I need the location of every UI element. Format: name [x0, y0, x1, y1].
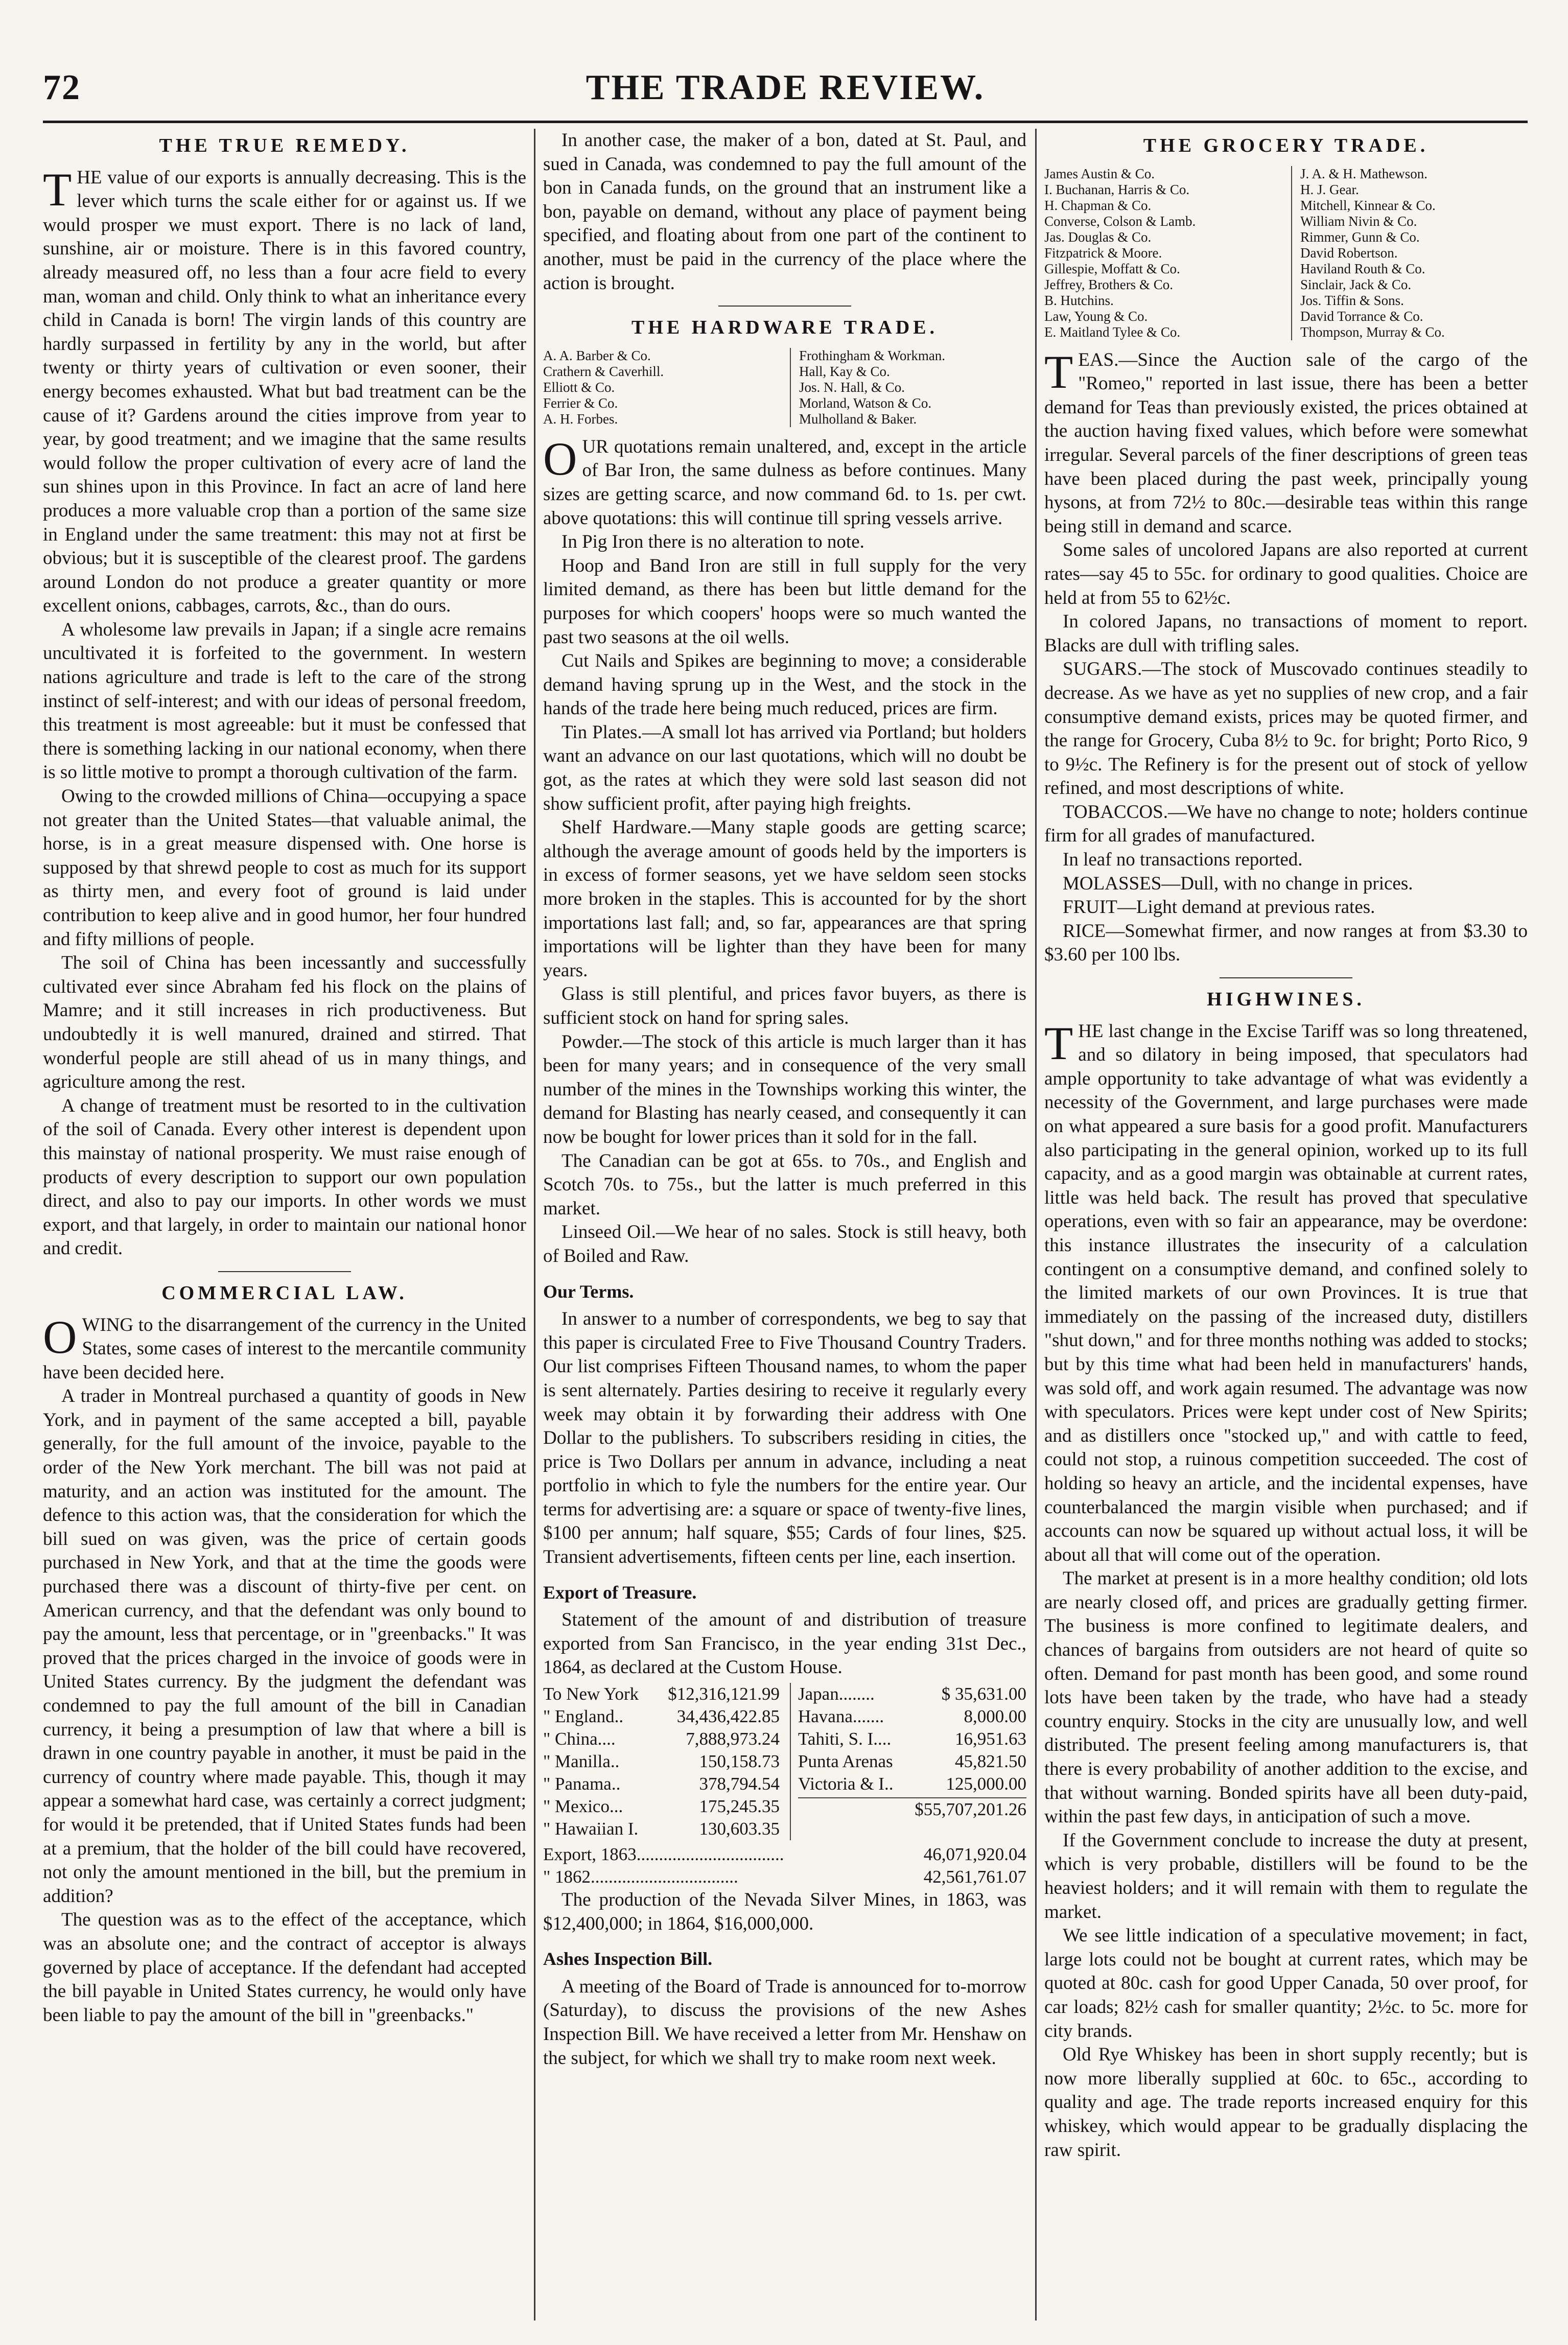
firm-list-right: [1291, 166, 1528, 340]
amount: 7,888,973.24: [686, 1729, 780, 1749]
export-amount: 46,071,920.04: [923, 1844, 1026, 1865]
firm-name: H. J. Gear.: [1300, 181, 1359, 197]
paragraph: Old Rye Whiskey has been in short supply recently; but is now more liberally supplied at 60c. to 65c., according to quality and age. The trade reports increased enquiry for this whiskey, which would appear to be gradually displacing the raw spirit.: [1044, 2044, 1528, 2161]
paragraph: Powder.—The stock of this article is much larger than it has been for many years; and in consequence of the very small number of the mines in the Townships working this winter, the demand for Blasting has nearly ceased, and consequently it can now be bought for lower prices than it sold for in the fall.: [543, 1031, 1026, 1147]
paragraph: THE value of our exports is annually decreasing. This is the lever which turns the scale either for or against us. If we would prosper we must export. There is no lack of land, sunshine, air or moisture. There is in this favored country, already measured off, no less than a four acre field to every man, woman and child. Only think to what an inheritance every child in Canada is born! The virgin lands of this country are hardly surpassed in fertility by any in the world, but after twenty or thirty years of cultivation or even sooner, their energy becomes exhausted. What but bad treatment can be the cause of it? Gardens around the cities improve from year to year, by good treatment; and we imagine that the same results would follow the proper cultivation of every acre of land the sun shines upon in this Province. In fact an acre of land here produces a more valuable crop than a portion of the same size in England under the same treatment: this may not at first be obvious; but it is susceptible of the clearest proof. The gardens around London do not produce a greater quantity or more excellent onions, cabbages, carrots, &c., than do ours.: [43, 163, 526, 617]
paragraph: OWING to the disarrangement of the currency in the United States, some cases of interest to the mercantile community have been decided here.: [43, 1310, 526, 1383]
paragraph: RICE—Somewhat firmer, and now ranges at from $3.30 to $3.60 per 100 lbs.: [1044, 920, 1528, 966]
paragraph: MOLASSES—Dull, with no change in prices.: [1063, 873, 1413, 894]
firm-name: H. Chapman & Co.: [1044, 197, 1152, 213]
amount: 175,245.35: [699, 1796, 780, 1817]
table-row: [798, 1750, 1026, 1773]
paragraph: THE last change in the Excise Tariff was so long threatened, and so dilatory in being imposed, that speculators had ample opportunity to take advantage of what was evidently a necessity of the Government, and large purchases were made on what appeared a sure basis for a good profit. Manufacturers also participating in the general opinion, worked up to its full capacity, and as a good margin was obtainable at current rates, little was held back. The result has proved that speculative operations, even with so fair an appearance, may be overdone: this instance illustrates the insecurity of a calculation contingent on a consumptive demand, and confined solely to the limited markets of our own Provinces. It is true that immediately on the passing of the increased duty, distillers "shut down," and for three months nothing was added to stocks; but by this time what had been held in manufacturers' hands, was sold off, and work again resumed. The advantage was now with speculators. Prices were kept under cost of New Spirits; and as distillers once "stocked up," and with cattle to feed, could not stop, a ruinous competition succeeded. The cost of holding so heavy an article, and the incidental expenses, have counterbalanced the margin visible when purchased; and if accounts can now be squared up without actual loss, it will be about all that will come out of the operation.: [1044, 1017, 1528, 1565]
page-header: [43, 64, 1528, 115]
column-rule: [1035, 129, 1037, 2320]
firm-name: Sinclair, Jack & Co.: [1300, 276, 1412, 292]
destination: " Mexico...: [543, 1796, 623, 1817]
page-number: 72: [43, 68, 81, 107]
firm-name: James Austin & Co.: [1044, 166, 1155, 181]
section-separator: [218, 1271, 351, 1272]
masthead-title: THE TRADE REVIEW.: [586, 68, 985, 107]
export-label: Export, 1863.................................: [543, 1844, 784, 1865]
paragraph: In another case, the maker of a bon, dated at St. Paul, and sued in Canada, was condemned to pay the full amount of the bon in Canada funds, on the ground that an instrument like a bon, payable on demand, without any place of payment being specified, and floating about from one part of the continent to another, must be paid in the currency of the place where the action is brought.: [543, 130, 1026, 294]
destination: " England..: [543, 1706, 624, 1727]
destination: " China....: [543, 1729, 616, 1749]
paragraph: Shelf Hardware.—Many staple goods are getting scarce; although the average amount of goods held by the importers is in excess of former seasons, yet we have seldom seen stocks more broken in the staples. This is accounted for by the short importations last fall; and, so far, appearances are that spring importations will be lighter than they have been for many years.: [543, 817, 1026, 981]
amount: $ 35,631.00: [941, 1684, 1026, 1704]
firm-name: Morland, Watson & Co.: [799, 395, 932, 411]
table-row: [798, 1683, 1026, 1705]
firm-name: Converse, Colson & Lamb.: [1044, 213, 1196, 229]
firm-list: [1044, 166, 1528, 340]
firm-name: J. A. & H. Mathewson.: [1300, 166, 1427, 181]
destination: To New York: [543, 1684, 639, 1704]
firm-list-left: [1044, 166, 1281, 340]
firm-name: Crathern & Caverhill.: [543, 363, 664, 379]
firm-name: Rimmer, Gunn & Co.: [1300, 229, 1420, 245]
firm-name: I. Buchanan, Harris & Co.: [1044, 181, 1190, 197]
destination: Havana.......: [798, 1706, 884, 1727]
firm-name: Mitchell, Kinnear & Co.: [1300, 197, 1436, 213]
amount: 378,794.54: [699, 1774, 780, 1794]
firm-name: Fitzpatrick & Moore.: [1044, 245, 1162, 261]
firm-name: Ferrier & Co.: [543, 395, 618, 411]
paragraph: Glass is still plentiful, and prices favor buyers, as there is sufficient stock on hand for spring sales.: [543, 983, 1026, 1028]
table-row: [543, 1728, 780, 1750]
table-row: [543, 1705, 780, 1728]
paragraph: In colored Japans, no transactions of moment to report. Blacks are dull with trifling sales.: [1044, 611, 1528, 656]
paragraph: Some sales of uncolored Japans are also reported at current rates—say 45 to 55c. for ordinary to good qualities. Choice are held at from 55 to 62½c.: [1044, 540, 1528, 608]
paragraph: We see little indication of a speculative movement; in fact, large lots could not be bought at current rates, which may be quoted at 80c. cash for good Upper Canada, 50 over proof, for car loads; 82½ cash for smaller quantity; 2½c. to 5c. more for city brands.: [1044, 1925, 1528, 2042]
amount: $12,316,121.99: [668, 1684, 780, 1704]
paragraph: The production of the Nevada Silver Mines, in 1863, was $12,400,000; in 1864, $16,000,000.: [543, 1889, 1026, 1934]
table-row: [543, 1818, 780, 1840]
amount: 125,000.00: [946, 1774, 1026, 1794]
firm-name: A. H. Forbes.: [543, 411, 618, 427]
firm-name: William Nivin & Co.: [1300, 213, 1417, 229]
paragraph: TOBACCOS.—We have no change to note; holders continue firm for all grades of manufactured.: [1044, 801, 1528, 847]
firm-name: Hall, Kay & Co.: [799, 363, 890, 379]
firm-list-right: [790, 348, 1026, 427]
firm-name: E. Maitland Tylee & Co.: [1044, 324, 1181, 340]
paragraph: Hoop and Band Iron are still in full supply for the very limited demand, as there has been but little demand for the purposes for which coopers' hoops were so much wanted the past two seasons at the oil wells.: [543, 555, 1026, 648]
destination: Tahiti, S. I....: [798, 1729, 892, 1749]
column-rule: [534, 129, 535, 2320]
table-row: [798, 1705, 1026, 1728]
firm-name: B. Hutchins.: [1044, 292, 1114, 308]
table-row: [798, 1773, 1026, 1795]
paragraph: SUGARS.—The stock of Muscovado continues steadily to decrease. As we have as yet no supplies of new crop, and a fair consumptive demand exists, prices may be quoted firmer, and the range for Grocery, Cuba 8½ to 9c. for bright; Porto Rico, 9 to 9½c. The Refinery is for the present out of stock of yellow refined, and most descriptions of white.: [1044, 659, 1528, 799]
table-row: [543, 1750, 780, 1773]
table-row: [798, 1728, 1026, 1750]
amount: 130,603.35: [699, 1819, 780, 1839]
section-separator: [718, 306, 851, 307]
paragraph: In Pig Iron there is no alteration to note.: [561, 531, 864, 553]
firm-name: Thompson, Murray & Co.: [1300, 324, 1445, 340]
column-1: [43, 129, 526, 2320]
export-label: " 1862.................................: [543, 1867, 738, 1887]
firm-name: Jas. Douglas & Co.: [1044, 229, 1152, 245]
column-2: [543, 129, 1026, 2320]
table-row: [543, 1773, 780, 1795]
paragraph: FRUIT—Light demand at previous rates.: [1063, 897, 1375, 918]
paragraph: OUR quotations remain unaltered, and, except in the article of Bar Iron, the same dulness as before continues. Many sizes are getting scarce, and now command 6d. to 1s. per cwt. above quotations: this will continue till spring vessels arrive.: [543, 432, 1026, 529]
firm-list: [543, 348, 1026, 427]
treasure-table: [543, 1683, 1026, 1840]
firm-name: A. A. Barber & Co.: [543, 347, 651, 363]
firm-name: David Robertson.: [1300, 245, 1398, 261]
destination: " Hawaiian I.: [543, 1819, 639, 1839]
firm-name: Gillespie, Moffatt & Co.: [1044, 261, 1180, 276]
paragraph: Cut Nails and Spikes are beginning to move; a considerable demand having sprung up in the West, and the stock in the hands of the trade here being much reduced, prices are firm.: [543, 650, 1026, 719]
treasure-total: $55,707,201.26: [798, 1797, 1026, 1821]
amount: 34,436,422.85: [676, 1706, 780, 1727]
destination: " Manilla..: [543, 1751, 620, 1772]
firm-name: Jos. Tiffin & Sons.: [1300, 292, 1404, 308]
paragraph: Statement of the amount of and distribution of treasure exported from San Francisco, in the year ending 31st Dec., 1864, as declared at the Custom House.: [543, 1609, 1026, 1678]
paragraph: If the Government conclude to increase the duty at present, which is very probable, distillers will be found to be the heaviest holders; and it will remain with them to regulate the market.: [1044, 1830, 1528, 1922]
paragraph: The soil of China has been incessantly and successfully cultivated ever since Abraham fed his flock on the plains of Mamre; and it still increases in rich productiveness. But undoubtedly it is well manured, drained and stirred. That wonderful people are still ahead of us in many things, and agriculture among the rest.: [43, 952, 526, 1093]
amount: 16,951.63: [955, 1729, 1026, 1749]
firm-name: Jos. N. Hall, & Co.: [799, 379, 905, 395]
destination: Japan........: [798, 1684, 875, 1704]
treasure-left: [543, 1683, 780, 1840]
table-row: [543, 1795, 780, 1818]
paragraph: The Canadian can be got at 65s. to 70s., and English and Scotch 70s. to 75s., but the latter is much preferred in this market.: [543, 1150, 1026, 1219]
paragraph: A change of treatment must be resorted to in the cultivation of the soil of Canada. Every other interest is dependent upon this mainstay of national prosperity. We must raise enough of products of every description to support our own population direct, and also to pay our imports. In other words we must export, and that largely, in order to maintain our national honor and credit.: [43, 1095, 526, 1259]
firm-name: Haviland Routh & Co.: [1300, 261, 1425, 276]
article-title-hardware-trade: THE HARDWARE TRADE.: [631, 317, 938, 339]
firm-name: David Torrance & Co.: [1300, 308, 1423, 324]
paragraph: A trader in Montreal purchased a quantity of goods in New York, and in payment of the same accepted a bill, payable generally, for the full amount of the invoice, payable to the order of the New York merchant. The bill was not paid at maturity, and an action was instituted for the amount. The defence to this action was, that the consideration for which the bill sued on was given, was the price of certain goods purchased in New York, and that at the time the goods were purchased there was a discount of thirty-five per cent. on American currency, and that the defendant was only bound to pay the amount, less that percentage, or in "greenbacks." It was proved that the prices charged in the invoice of goods were in United States currency. By the judgment the defendant was condemned to pay the full amount of the bill in Canadian currency, it being a presumption of law that where a bill is drawn in one country payable in another, it must be paid in the currency of country where made payable. This, though it may appear a somewhat hard case, was certainly a correct judgment; for would it be pretended, that if United States funds had been at a premium, that the holder of the bill could have recovered, not only the amount mentioned in the bill, but the premium in addition?: [43, 1386, 526, 1907]
amount: 45,821.50: [955, 1751, 1026, 1772]
firm-name: Mulholland & Baker.: [799, 411, 917, 427]
paragraph: The market at present is in a more healthy condition; old lots are nearly closed off, and prices are gradually getting firmer. The business is more confined to legitimate dealers, and chances of bargains from outsiders are not heard of quite so often. Demand for past month has been good, and some round lots have been taken by the trade, who have had a steady country enquiry. Stocks in the city are unusually low, and well distributed. The present feeling among manufacturers is, that there is every probability of another addition to the excise, and that without warning. Bonded spirits have all been duty-paid, within the past few days, in anticipation of such a move.: [1044, 1568, 1528, 1827]
paragraph: Owing to the crowded millions of China—occupying a space not greater than the United States—that valuable animal, the horse, is in a great measure dispensed with. One horse is supposed by that shrewd people to cost as much for its support as thirty men, and every foot of ground is laid under contribution to keep alive and in good humor, her four hundred and fifty millions of people.: [43, 786, 526, 950]
firm-name: Jeffrey, Brothers & Co.: [1044, 276, 1173, 292]
table-row: [543, 1683, 780, 1705]
treasure-right: [790, 1683, 1026, 1840]
section-title-export-of-treasure: Export of Treasure.: [543, 1582, 697, 1603]
paragraph: In answer to a number of correspondents, we beg to say that this paper is circulated Free to Five Thousand Country Traders. Our list comprises Fifteen Thousand names, to whom the paper is sent alternately. Parties desiring to receive it regularly every week may obtain it by forwarding their address with One Dollar to the publishers. To subscribers residing in cities, the price is Two Dollars per annum in advance, including a neat portfolio in which to fyle the numbers for the entire year. Our terms for advertising are: a square or space of twenty-five lines, $100 per annum; half square, $55; Cards of four lines, $25. Transient advertisements, fifteen cents per line, each insertion.: [543, 1308, 1026, 1568]
firm-name: Law, Young & Co.: [1044, 308, 1148, 324]
section-title-our-terms: Our Terms.: [543, 1281, 634, 1302]
destination: Victoria & I..: [798, 1774, 894, 1794]
article-title-grocery-trade: THE GROCERY TRADE.: [1143, 135, 1429, 156]
paragraph: In leaf no transactions reported.: [1063, 849, 1303, 871]
paragraph: A meeting of the Board of Trade is announced for to-morrow (Saturday), to discuss the provisions of the new Ashes Inspection Bill. We have received a letter from Mr. Henshaw on the subject, for which we shall try to make room next week.: [543, 1976, 1026, 2069]
column-3: [1044, 129, 1528, 2320]
paragraph: Tin Plates.—A small lot has arrived via Portland; but holders want an advance on our last quotations, which will no doubt be got, as the rates at which they were sold last season did not show sufficient profit, after paying high freights.: [543, 721, 1026, 814]
section-separator: [1220, 977, 1352, 978]
firm-name: Frothingham & Workman.: [799, 347, 946, 363]
article-title-commercial-law: COMMERCIAL LAW.: [161, 1282, 408, 1304]
paragraph: TEAS.—Since the Auction sale of the cargo of the "Romeo," reported in last issue, there has been a better demand for Teas than previously existed, the prices obtained at the auction having fixed values, which before were somewhat irregular. Several parcels of the finer descriptions of green teas have been placed during the past week, principally young hysons, at from 72½ to 80c.—desirable teas within this range being still in demand and scarce.: [1044, 345, 1528, 537]
paragraph: A wholesome law prevails in Japan; if a single acre remains uncultivated it is forfeited to the government. In western nations agriculture and trade is left to the care of the strong instinct of self-interest; and with our ideas of personal freedom, this treatment is most agreeable: but it must be confessed that there is something lacking in our national economy, when there is so little motive to prompt a thorough cultivation of the farm.: [43, 619, 526, 783]
section-title-ashes-inspection: Ashes Inspection Bill.: [543, 1949, 713, 1969]
export-amount: 42,561,761.07: [923, 1867, 1026, 1887]
firm-name: Elliott & Co.: [543, 379, 615, 395]
firm-list-left: [543, 348, 780, 427]
destination: Punta Arenas: [798, 1751, 893, 1772]
amount: 150,158.73: [699, 1751, 780, 1772]
article-title-highwines: HIGHWINES.: [1207, 989, 1365, 1011]
header-rule: [43, 121, 1528, 123]
export-1862-row: [543, 1866, 1026, 1888]
paragraph: The question was as to the effect of the acceptance, which was an absolute one; and the contract of acceptor is always governed by place of acceptance. If the defendant had accepted the bill payable in United States currency, he would only have been liable to pay the amount of the bill in "greenbacks.": [43, 1909, 526, 2026]
export-1863-row: [543, 1843, 1026, 1866]
paragraph: Linseed Oil.—We hear of no sales. Stock is still heavy, both of Boiled and Raw.: [543, 1222, 1026, 1267]
amount: 8,000.00: [964, 1706, 1026, 1727]
destination: " Panama..: [543, 1774, 621, 1794]
article-title-true-remedy: THE TRUE REMEDY.: [159, 135, 410, 156]
